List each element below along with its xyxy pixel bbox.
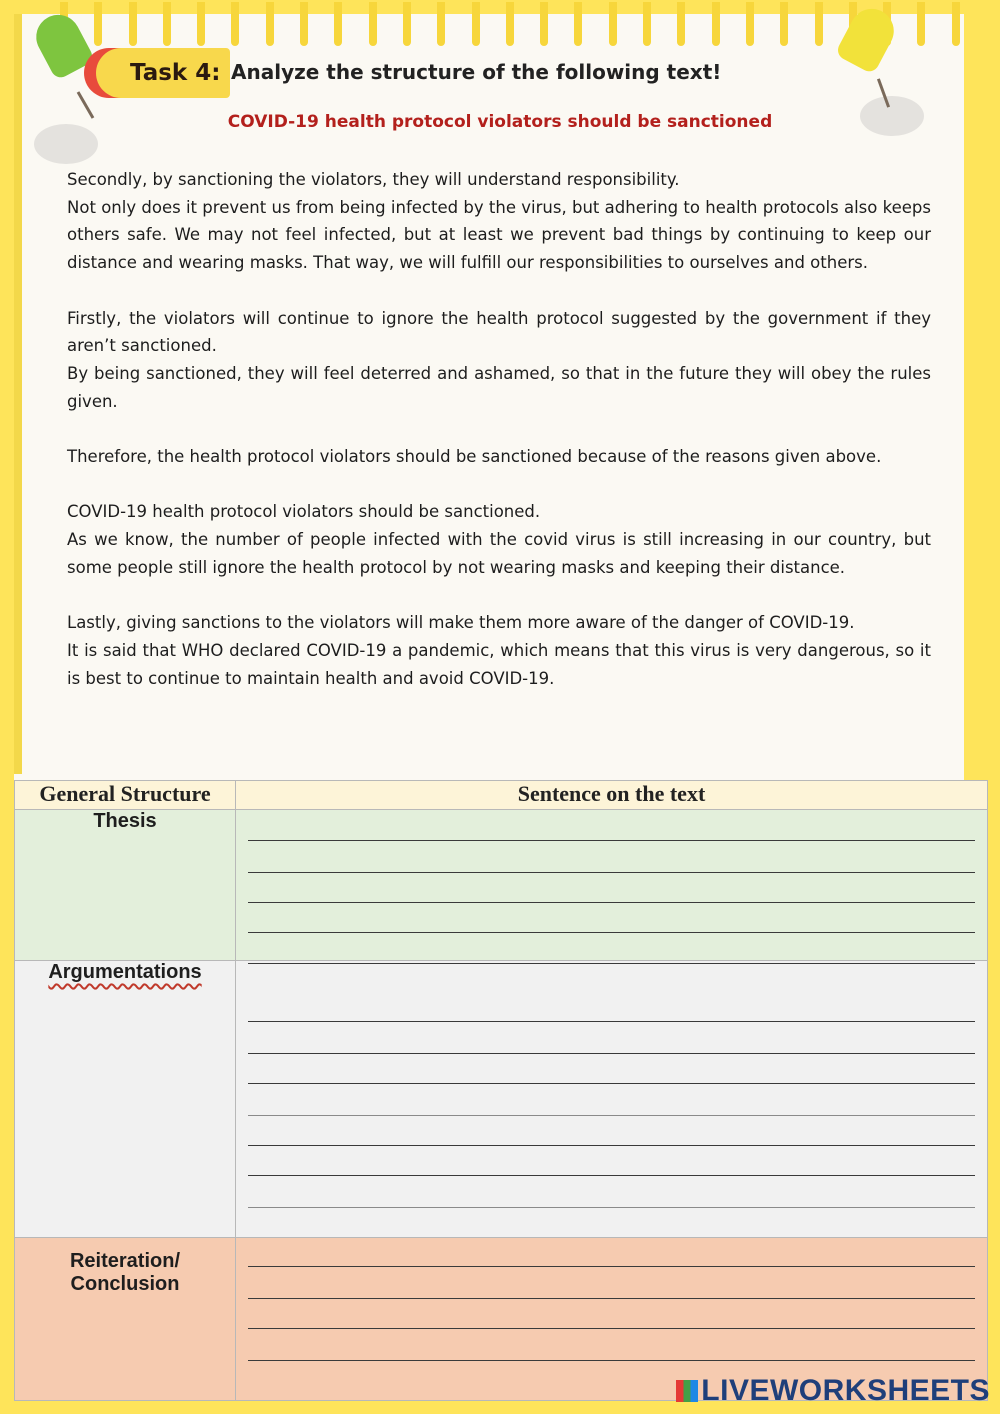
header-general-structure: General Structure	[15, 781, 236, 810]
table-row-argumentations	[15, 961, 988, 1238]
sentence: Lastly, giving sanctions to the violators will make them more aware of the danger of COVID-19.	[67, 613, 855, 633]
sentence: It is said that WHO declared COVID-19 a pandemic, which means that this virus is very dangerous, so it is best to continue to maintain health and avoid COVID-19.	[67, 640, 931, 688]
text-title: COVID-19 health protocol violators should be sanctioned	[227, 112, 773, 132]
structure-table	[14, 780, 988, 1401]
paragraph	[67, 609, 931, 692]
table-header-row	[15, 781, 988, 810]
sentence: Therefore, the health protocol violators should be sanctioned because of the reasons given above.	[67, 447, 882, 466]
paragraph	[67, 305, 931, 416]
thesis-label: Thesis	[15, 810, 236, 961]
sentence: Firstly, the violators will continue to ignore the health protocol suggested by the government if they aren’t sanctioned.	[67, 308, 931, 356]
argumentations-label-text: Argumentations	[48, 961, 202, 983]
reading-text	[67, 166, 931, 720]
sentence: Not only does it prevent us from being infected by the virus, but adhering to health protocols also keeps others safe. We may not feel infected, but at least we prevent bad things by continuing to keep our distance and wearing masks. That way, we will fulfill our responsibilities to ourselves and others.	[67, 197, 931, 273]
sentence: COVID-19 health protocol violators should be sanctioned.	[67, 502, 541, 522]
header-sentence-on-text: Sentence on the text	[236, 781, 988, 810]
paragraph	[67, 166, 931, 277]
task-instruction: Analyze the structure of the following text!	[231, 60, 722, 84]
liveworksheets-logo-icon	[676, 1380, 698, 1402]
liveworksheets-watermark	[676, 1374, 990, 1408]
sentence: By being sanctioned, they will feel deterred and ashamed, so that in the future they will obey the rules given.	[67, 363, 931, 411]
sentence: As we know, the number of people infected with the covid virus is still increasing in our country, but some people still ignore the health protocol by not wearing masks and keeping their distance.	[67, 530, 931, 577]
task-label: Task 4:	[130, 60, 221, 86]
thesis-answer-area[interactable]	[236, 810, 988, 961]
watermark-text: LIVEWORKSHEETS	[701, 1374, 990, 1407]
argumentations-label	[15, 961, 236, 1238]
table-row-thesis	[15, 810, 988, 961]
argumentations-answer-area[interactable]	[236, 961, 988, 1238]
conclusion-label: Reiteration/ Conclusion	[15, 1238, 236, 1401]
sentence: Secondly, by sanctioning the violators, they will understand responsibility.	[67, 170, 680, 189]
spiral-binding	[60, 0, 960, 52]
paragraph	[67, 443, 931, 471]
paragraph	[67, 498, 931, 581]
